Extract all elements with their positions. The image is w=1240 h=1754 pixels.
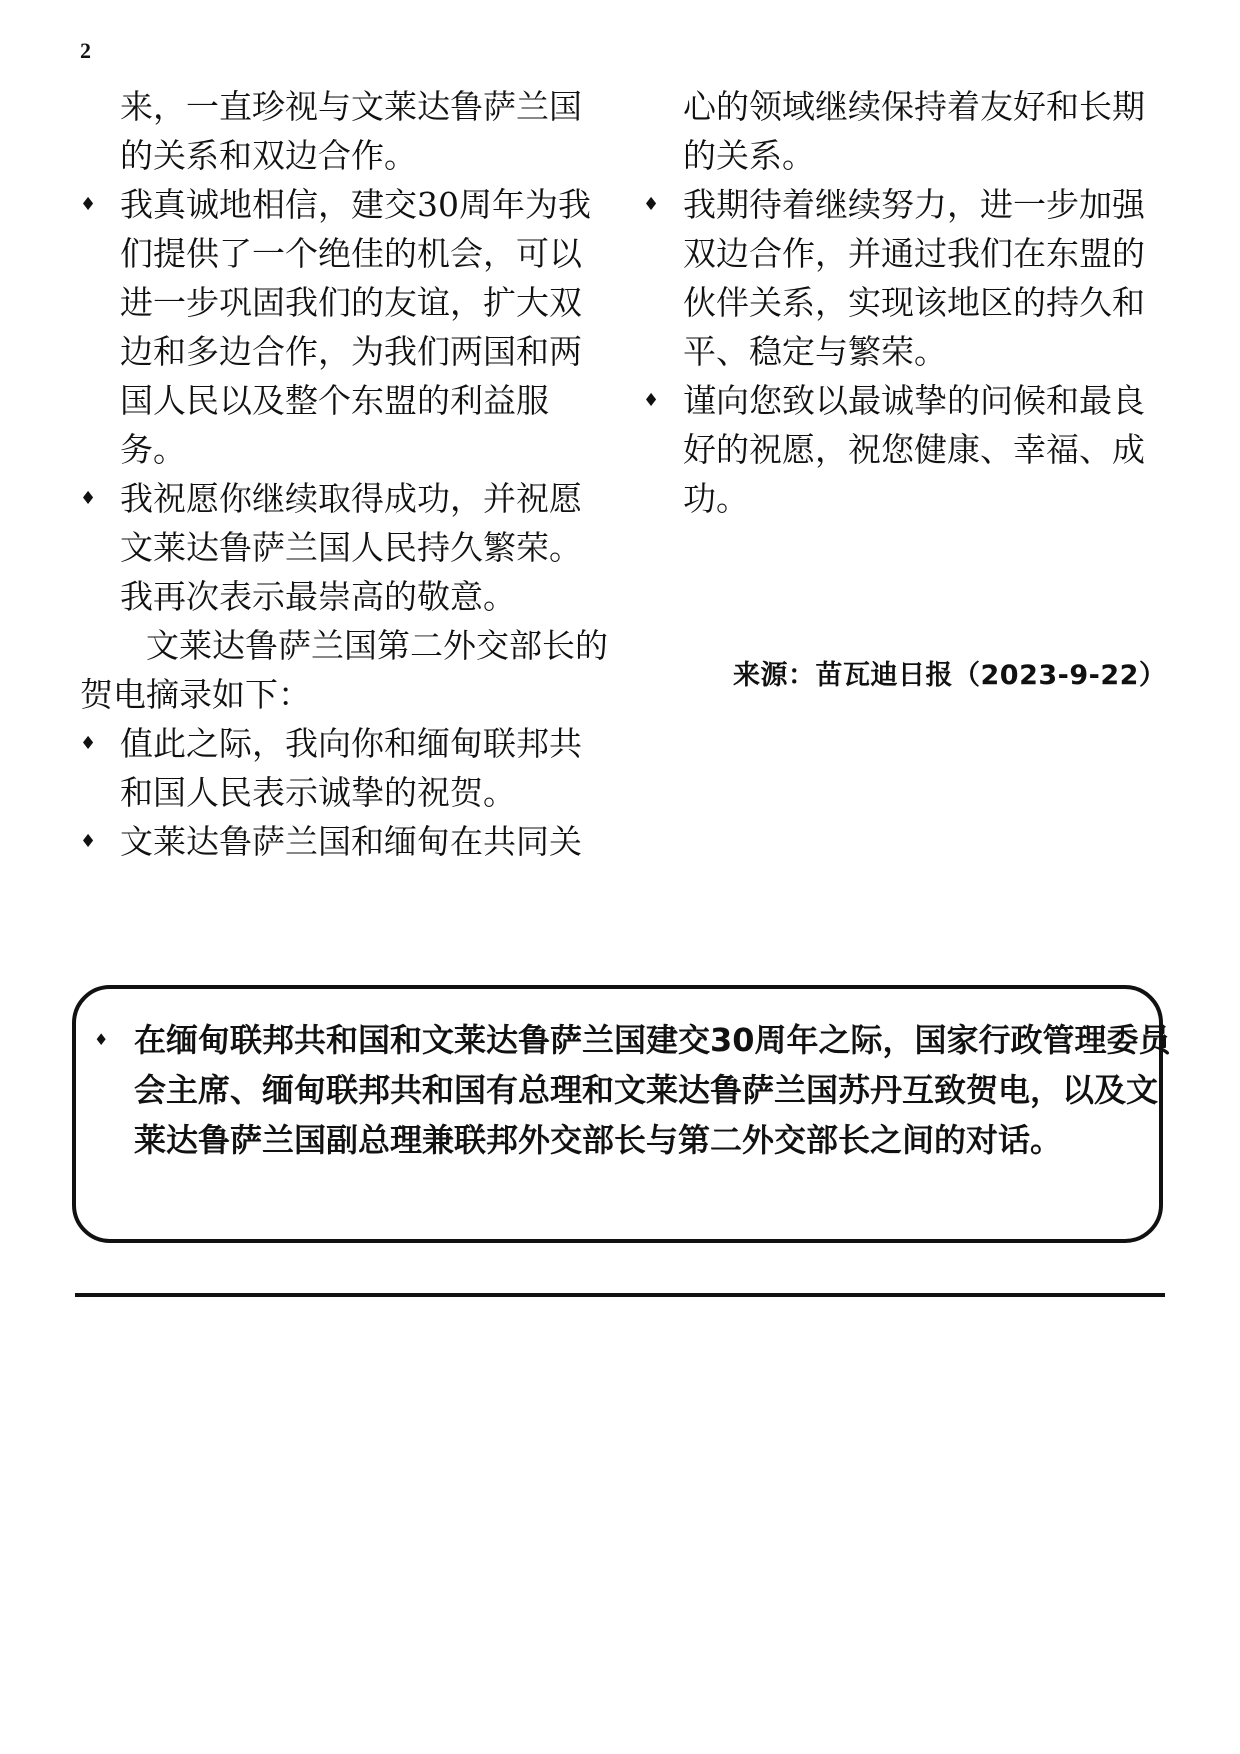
diamond-bullet-icon: ♦ [80,831,97,852]
list-item-text: 我期待着继续努力，进一步加强双边合作，并通过我们在东盟的伙伴关系，实现该地区的持久和平、稳定与繁荣。 [683,185,1145,371]
list-item [80,817,610,866]
list-item-text: 值此之际，我向你和缅甸联邦共和国人民表示诚挚的祝贺。 [120,724,582,812]
list-item [80,180,610,474]
continued-text: 心的领域继续保持着友好和长期的关系。 [683,87,1145,175]
diamond-bullet-icon: ♦ [643,390,660,411]
right-column [643,82,1170,523]
summary-item [94,1015,1174,1165]
list-item-text: 我真诚地相信，建交30周年为我们提供了一个绝佳的机会，可以进一步巩固我们的友谊，扩大双边和多边合作，为我们两国和两国人民以及整个东盟的利益服务。 [120,185,591,469]
summary-text: 在缅甸联邦共和国和文莱达鲁萨兰国建交30周年之际，国家行政管理委员会主席、缅甸联邦共和国有总理和文莱达鲁萨兰国苏丹互致贺电，以及文莱达鲁萨兰国副总理兼联邦外交部长与第二外交部长之间的对话。 [134,1021,1171,1159]
list-item-text: 文莱达鲁萨兰国和缅甸在共同关 [120,822,582,861]
diamond-bullet-icon: ♦ [94,1030,109,1049]
left-column [80,82,610,866]
diamond-bullet-icon: ♦ [643,194,660,215]
list-item [643,180,1170,376]
summary-box [72,985,1171,1243]
diamond-bullet-icon: ♦ [80,488,97,509]
continued-text: 来，一直珍视与文莱达鲁萨兰国的关系和双边合作。 [120,87,582,175]
list-item-text: 我祝愿你继续取得成功，并祝愿文莱达鲁萨兰国人民持久繁荣。我再次表示最崇高的敬意。 [120,479,582,616]
horizontal-rule [75,1293,1165,1297]
diamond-bullet-icon: ♦ [80,194,97,215]
diamond-bullet-icon: ♦ [80,733,97,754]
list-item [643,376,1170,523]
intro-paragraph: 文莱达鲁萨兰国第二外交部长的贺电摘录如下： [80,626,608,714]
page-number: 2 [80,38,91,63]
list-item-text: 谨向您致以最诚挚的问候和最良好的祝愿，祝您健康、幸福、成功。 [683,381,1145,518]
source-citation: 来源：苗瓦迪日报（2023-9-22） [733,660,1167,691]
list-item [80,719,610,817]
list-item [80,474,610,621]
